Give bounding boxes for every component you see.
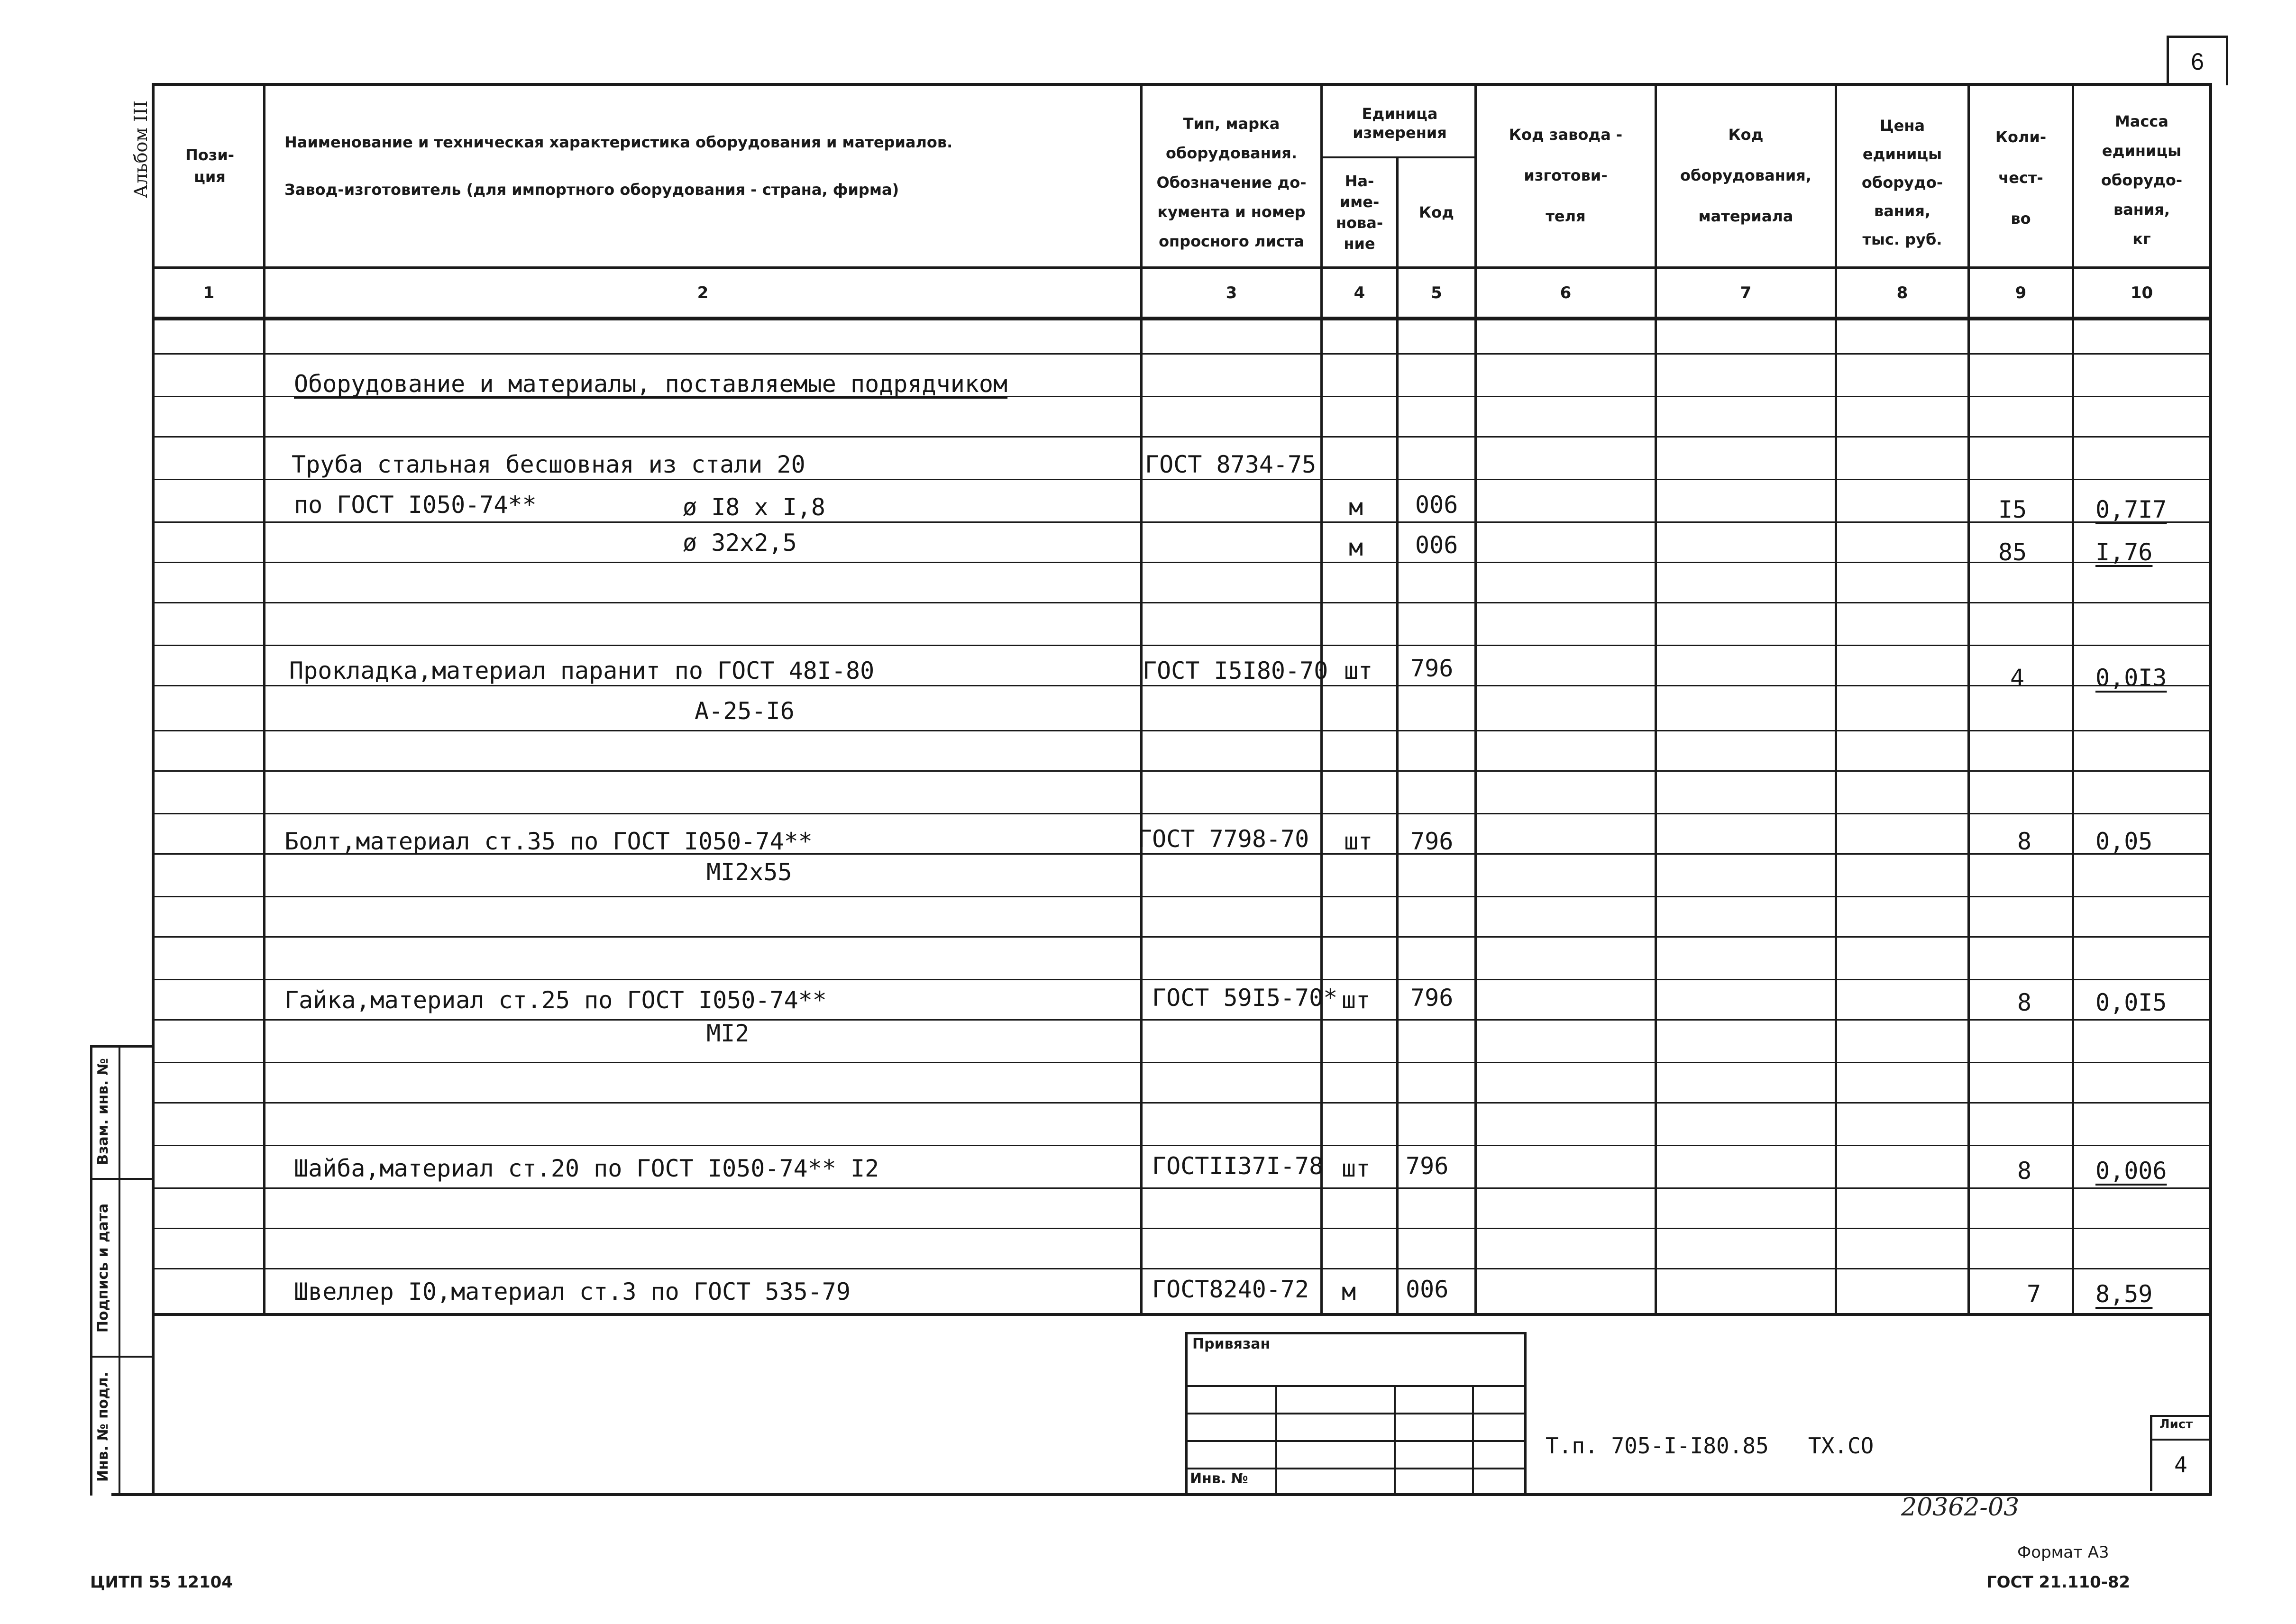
- table-row-code: 796: [1410, 655, 1454, 682]
- table-row-spec: MI2x55: [706, 858, 792, 886]
- header-equipment-code: Код оборудования, материала: [1680, 126, 1811, 225]
- col-number-6: 6: [1560, 283, 1572, 302]
- table-row-unit: шт: [1342, 1155, 1371, 1182]
- header-price: Цена единицы оборудо- вания, тыс. руб.: [1861, 117, 1943, 248]
- stamp-line-c: [1185, 1440, 1527, 1442]
- table-row-doc: ГОСТ 59I5-70*: [1152, 984, 1338, 1012]
- table-row-doc: ГОСТ I5I80-70: [1143, 657, 1328, 684]
- table-row-spec: ø I8 x I,8: [683, 493, 826, 521]
- table-row-unit: м: [1342, 1278, 1356, 1305]
- table-row-name: Труба стальная бесшовная из стали 20: [292, 451, 805, 478]
- table-row-name: Прокладка,материал паранит по ГОСТ 48I-80: [289, 657, 875, 684]
- header-name: Наименование и техническая характеристика оборудования и материалов. Завод-изготовитель (для импортного оборудования - страна, фирма): [284, 133, 953, 199]
- row-separator: [155, 479, 2209, 480]
- table-row-name: Гайка,материал ст.25 по ГОСТ I050-74**: [284, 986, 827, 1014]
- handwritten-number: 20362-03: [1901, 1493, 2020, 1522]
- frame-bottom: [111, 1493, 2212, 1496]
- stamp-inv-label: Инв. №: [1190, 1470, 1248, 1487]
- row-separator: [155, 1187, 2209, 1189]
- sheetbox-top: [2150, 1415, 2212, 1417]
- header-unit-code: Код: [1419, 203, 1454, 221]
- col-number-4: 4: [1354, 283, 1365, 302]
- table-bottom-line: [152, 1313, 2212, 1316]
- table-row-code: 006: [1406, 1276, 1449, 1303]
- col-number-1: 1: [203, 283, 215, 302]
- table-row-doc: ГОСТ 8734-75: [1145, 451, 1317, 478]
- table-row-unit: шт: [1342, 986, 1371, 1014]
- header-factory-code: Код завода - изготови- теля: [1509, 126, 1623, 225]
- table-row-qty: I5: [1998, 496, 2027, 523]
- header-mass: Масса единицы оборудо- вания, кг: [2101, 112, 2183, 248]
- table-row-doc: ГОСТII37I-78: [1152, 1152, 1324, 1180]
- col-number-2: 2: [697, 283, 709, 302]
- header-quantity: Коли- чест- во: [1995, 128, 2047, 228]
- table-row-unit: шт: [1344, 657, 1373, 684]
- side-label-original-inv: Инв. № подл.: [95, 1371, 111, 1482]
- col-line-4: [1396, 156, 1399, 1315]
- table-row-spec: ø 32x2,5: [683, 529, 797, 557]
- table-row-mass: 0,7I7: [2095, 496, 2167, 523]
- table-row-doc: ГОСТ 7798-70: [1138, 825, 1309, 853]
- stamp-vline-1: [1275, 1385, 1277, 1496]
- side-strip-div: [119, 1045, 120, 1496]
- table-row-spec: А-25-I6: [695, 697, 795, 725]
- header-unit-group: Единица измерения: [1353, 105, 1447, 142]
- col-number-8: 8: [1896, 283, 1908, 302]
- gost-footer: ГОСТ 21.110-82: [1986, 1573, 2131, 1592]
- frame-top: [152, 83, 2212, 86]
- stamp-line-b: [1185, 1413, 1527, 1414]
- side-strip-left: [90, 1045, 92, 1496]
- row-separator: [155, 1062, 2209, 1063]
- col-number-7: 7: [1740, 283, 1752, 302]
- side-label-replaced-inv: Взам. инв. №: [95, 1058, 111, 1165]
- page-number: 6: [2191, 48, 2204, 75]
- table-row-code: 006: [1415, 491, 1458, 519]
- pagebox-top: [2167, 36, 2228, 38]
- table-row-qty: 8: [2017, 989, 2032, 1016]
- header-unit-name: На- име- нова- ние: [1336, 172, 1383, 253]
- row-separator: [155, 521, 2209, 523]
- table-row-mass: I,76: [2095, 538, 2153, 566]
- table-row-unit: м: [1349, 493, 1363, 521]
- table-row-code: 796: [1406, 1152, 1449, 1180]
- table-row-code: 796: [1410, 828, 1454, 855]
- row-separator: [155, 685, 2209, 686]
- col-number-5: 5: [1431, 283, 1442, 302]
- row-separator: [155, 979, 2209, 980]
- row-separator: [155, 353, 2209, 355]
- document-code: Т.п. 705-I-I80.85 ТХ.СО: [1546, 1433, 1874, 1459]
- table-row-mass: 0,006: [2095, 1157, 2167, 1185]
- stamp-line-a: [1185, 1385, 1527, 1387]
- table-row-qty: 4: [2010, 664, 2025, 692]
- row-separator: [155, 602, 2209, 603]
- row-separator: [155, 436, 2209, 438]
- row-separator: [155, 730, 2209, 731]
- header-position: Пози- ция: [185, 146, 235, 186]
- row-separator: [155, 1019, 2209, 1021]
- stamp-vline-3: [1472, 1385, 1474, 1496]
- col-number-9: 9: [2015, 283, 2027, 302]
- format-label: Формат А3: [2017, 1543, 2109, 1562]
- row-separator: [155, 813, 2209, 814]
- row-separator: [155, 770, 2209, 772]
- frame-right: [2209, 83, 2212, 1496]
- table-row-name: по ГОСТ I050-74**: [294, 491, 537, 519]
- numbers-bottom-line: [152, 317, 2212, 320]
- pagebox-right: [2226, 36, 2228, 85]
- stamp-top: [1185, 1332, 1527, 1334]
- sheet-number: 4: [2174, 1452, 2187, 1478]
- table-row-unit: м: [1349, 534, 1363, 561]
- row-separator: [155, 1145, 2209, 1146]
- sheet-label: Лист: [2159, 1417, 2193, 1432]
- table-row-mass: 0,0I3: [2095, 664, 2167, 692]
- col-number-3: 3: [1226, 283, 1237, 302]
- table-row-name: Шайба,материал ст.20 по ГОСТ I050-74** I2: [294, 1155, 879, 1182]
- row-separator: [155, 1102, 2209, 1104]
- table-row-unit: шт: [1344, 828, 1373, 855]
- header-type: Тип, марка оборудования. Обозначение до- кумента и номер опросного листа: [1156, 115, 1307, 250]
- table-row-mass: 8,59: [2095, 1280, 2153, 1308]
- stamp-linked-label: Привязан: [1192, 1336, 1271, 1352]
- left-footer: ЦИТП 55 12104: [90, 1573, 233, 1592]
- row-separator: [155, 936, 2209, 938]
- table-row-qty: 8: [2017, 1157, 2032, 1185]
- table-row-mass: 0,05: [2095, 828, 2153, 855]
- table-row-code: 796: [1410, 984, 1454, 1012]
- table-row-name: Швеллер I0,материал ст.3 по ГОСТ 535-79: [294, 1278, 851, 1305]
- table-row-doc: ГОСТ8240-72: [1152, 1276, 1309, 1303]
- row-separator: [155, 1268, 2209, 1269]
- table-row-qty: 7: [2027, 1280, 2041, 1308]
- sheetbox-mid: [2150, 1439, 2212, 1441]
- row-separator: [155, 1228, 2209, 1229]
- album-label: Альбом III: [130, 100, 151, 199]
- row-separator: [155, 562, 2209, 563]
- row-separator: [155, 896, 2209, 897]
- col-number-10: 10: [2130, 283, 2153, 302]
- table-row-spec: MI2: [706, 1020, 750, 1047]
- table-row-mass: 0,0I5: [2095, 989, 2167, 1016]
- side-label-signature-date: Подпись и дата: [95, 1203, 111, 1333]
- table-row-name: Болт,материал ст.35 по ГОСТ I050-74**: [284, 828, 813, 855]
- unit-group-line: [1320, 156, 1477, 158]
- table-row-qty: 85: [1998, 538, 2027, 566]
- section-title: Оборудование и материалы, поставляемые подрядчиком: [294, 370, 1008, 398]
- stamp-vline-2: [1394, 1385, 1396, 1496]
- stamp-line-d: [1185, 1468, 1527, 1469]
- side-strip-line-1: [90, 1178, 154, 1180]
- table-row-qty: 8: [2017, 828, 2032, 855]
- row-separator: [155, 645, 2209, 646]
- table-row-code: 006: [1415, 531, 1458, 559]
